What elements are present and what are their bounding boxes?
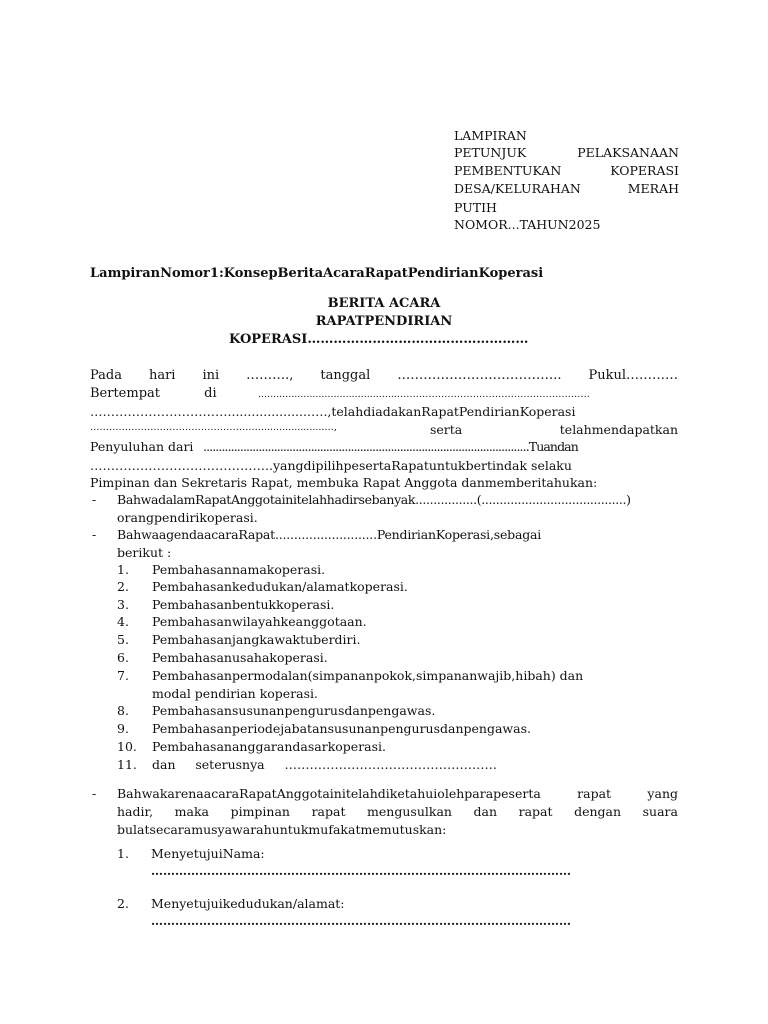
agenda-item: Pembahasanwilayahkeanggotaan. <box>152 614 367 629</box>
agenda-item: Pembahasanperiodejabatansusunanpengurusdanpengawas. <box>152 721 531 736</box>
decision-dash: - <box>92 786 97 801</box>
agenda-num: 7. <box>117 668 129 683</box>
title-koperasi: KOPERASI…………………………………………… <box>229 332 529 347</box>
decision-label-nama: MenyetujuiNama: <box>151 846 265 861</box>
agenda-num: 8. <box>117 703 129 718</box>
agenda-num: 6. <box>117 650 129 665</box>
header-lampiran: LAMPIRAN <box>454 128 527 143</box>
bullet-dash-1: - <box>92 492 97 507</box>
header-pembentukan: PEMBENTUKAN KOPERASI <box>454 163 679 178</box>
header-putih: PUTIH <box>454 200 497 215</box>
paragraph-line-6: ……………………………………..yangdipilihpesertaRapatuntukbertindak selaku <box>90 458 572 473</box>
paragraph-line-1: Pada hari ini ………., tanggal ……………………………….. Pukul………… <box>90 368 678 383</box>
agenda-num: 11. <box>117 757 137 772</box>
penyuluhan-dots: ..........................................................................................................Tuandan <box>203 439 578 454</box>
header-petunjuk: PETUNJUK PELAKSANAAN <box>454 145 679 160</box>
agenda-item: Pembahasanjangkawaktuberdiri. <box>152 632 361 647</box>
decision-num: 1. <box>117 846 129 861</box>
paragraph-line-3: …………………………….....................….,telahdiadakanRapatPendirianKoperasi <box>90 404 576 419</box>
agenda-item: Pembahasanusahakoperasi. <box>152 650 328 665</box>
title-berita-acara: BERITA ACARA <box>327 296 441 311</box>
bullet-dash-2: - <box>92 527 97 542</box>
penyuluhan-label: Penyuluhan dari <box>90 439 194 454</box>
title-rapat-pendirian: RAPATPENDIRIAN <box>315 314 453 329</box>
line4-serta: serta telahmendapatkan <box>430 422 678 437</box>
decision-dots-nama: …………………………………………………………………………………………… <box>151 864 571 878</box>
agenda-num: 4. <box>117 614 129 629</box>
decision-num: 2. <box>117 896 129 911</box>
agenda-item: Pembahasannamakoperasi. <box>152 562 326 577</box>
decision-label-alamat: Menyetujuikedudukan/alamat: <box>151 896 345 911</box>
agenda-num: 5. <box>117 632 129 647</box>
agenda-item: Pembahasansusunanpengurusdanpengawas. <box>152 703 436 718</box>
agenda-item: Pembahasanpermodalan(simpananpokok,simpananwajib,hibah) dan <box>152 668 584 683</box>
decision-line-1: BahwakarenaacaraRapatAnggotainitelahdiketahuiolehparapeserta rapat yang <box>117 786 678 801</box>
bertempat-dots: ...............................................…………………………………………………… <box>258 389 590 400</box>
agenda-num: 2. <box>117 579 129 594</box>
agenda-num: 3. <box>117 597 129 612</box>
paragraph-line-5 <box>90 439 678 457</box>
decision-line-2: hadir, maka pimpinan rapat mengusulkan dan rapat dengan suara <box>117 804 678 819</box>
header-nomor: NOMOR...TAHUN2025 <box>454 217 601 232</box>
paragraph-line-4 <box>90 422 678 440</box>
bullet-1-line-1: BahwadalamRapatAnggotainitelahhadirsebanyak.................(........................................) <box>117 492 631 507</box>
agenda-item: dan seterusnya …………………………………………… <box>152 757 497 772</box>
header-desa: DESA/KELURAHAN MERAH <box>454 181 679 196</box>
bullet-2-line-1: BahwaagendaacaraRapat...........................PendirianKoperasi,sebagai <box>117 527 542 542</box>
decision-line-3: bulatsecaramusyawarahuntukmufakatmemutuskan: <box>117 822 447 837</box>
bertempat-label: Bertempat di <box>90 386 217 401</box>
agenda-num: 10. <box>117 739 137 754</box>
paragraph-line-7: Pimpinan dan Sekretaris Rapat, membuka Rapat Anggota danmemberitahukan: <box>90 475 598 490</box>
agenda-item: Pembahasananggarandasarkoperasi. <box>152 739 387 754</box>
agenda-item: Pembahasanbentukkoperasi. <box>152 597 335 612</box>
agenda-item-continuation: modal pendirian koperasi. <box>152 686 319 701</box>
agenda-num: 1. <box>117 562 129 577</box>
bullet-2-line-2: berikut : <box>117 545 172 560</box>
agenda-item: Pembahasankedudukan/alamatkoperasi. <box>152 579 408 594</box>
bullet-1-line-2: orangpendirikoperasi. <box>117 510 258 525</box>
agenda-num: 9. <box>117 721 129 736</box>
line4-dots: ……………………………………………….....................…, <box>90 422 337 433</box>
lampiran-title: LampiranNomor1:KonsepBeritaAcaraRapatPendirianKoperasi <box>90 266 544 281</box>
decision-dots-alamat: …………………………………………………………………………………………… <box>151 914 571 928</box>
